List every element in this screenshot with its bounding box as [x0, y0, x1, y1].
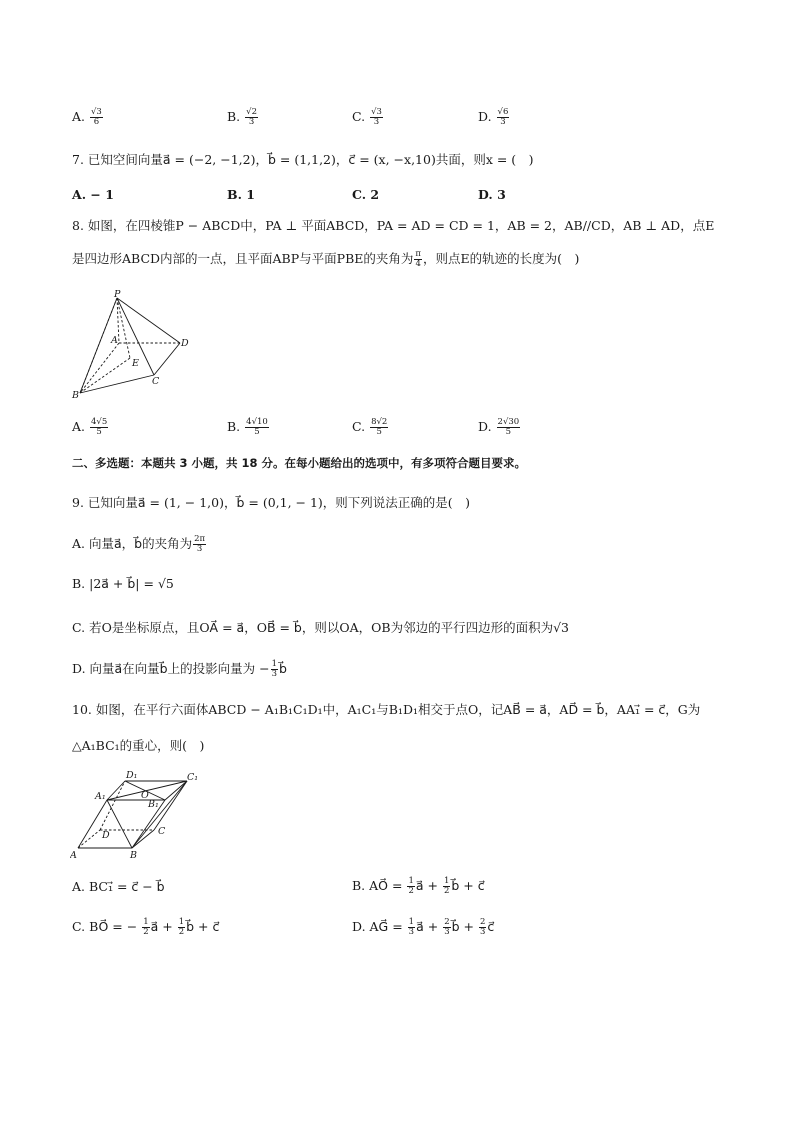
- fraction: $\frac{√3}{6}$: [91, 107, 102, 127]
- edge-a1b: [107, 800, 132, 848]
- q6-option-b: B. $\frac{√2}{3}$: [227, 107, 257, 127]
- label-b1: B₁: [148, 799, 159, 810]
- edge-a1d1: [107, 781, 125, 800]
- q10-option-a: A. BC₁⃗ = c⃗ − b⃗: [72, 879, 165, 894]
- q10-option-b: B. AO⃗ = $\frac{1}{2}$ a⃗ + $\frac{1}{2}$ b⃗ + c⃗: [352, 876, 485, 896]
- q10-stem-line2: △A₁BC₁的重心，则( ): [72, 738, 205, 753]
- edge-cd: [154, 343, 180, 375]
- q9-option-b: B. |2a⃗ + b⃗| = √5: [72, 576, 174, 591]
- q9-option-c: C. 若O是坐标原点，且OA⃗ = a⃗，OB⃗ = b⃗，则以OA，OB为邻边的平行四边形的面积为√3: [72, 620, 569, 635]
- fraction: $\frac{2}{3}$: [444, 917, 450, 937]
- q9-option-d: D. 向量a⃗在向量b⃗上的投影向量为 − $\frac{1}{3}$ b⃗: [72, 659, 287, 679]
- label-o: O: [141, 790, 149, 801]
- q8-option-d: D. $\frac{2√30}{5}$: [478, 417, 520, 437]
- fraction: $\frac{1}{3}$: [271, 659, 277, 679]
- fraction: $\frac{√2}{3}$: [246, 107, 257, 127]
- fraction: $\frac{4√5}{5}$: [91, 417, 108, 437]
- edge-be: [80, 358, 130, 393]
- edge-ad: [78, 830, 100, 848]
- label-e: E: [132, 358, 139, 369]
- q9-option-a: A. 向量a⃗，b⃗的夹角为 $\frac{2\pi}{3}$: [72, 534, 206, 554]
- fraction: $\frac{1}{2}$: [408, 876, 414, 896]
- edge-pd: [117, 298, 180, 343]
- label-c: C: [152, 376, 160, 387]
- label-a: A: [70, 850, 77, 860]
- angle-fraction: $\frac{\pi}{4}$: [415, 249, 421, 269]
- q10-option-d: D. AG⃗ = $\frac{1}{3}$ a⃗ + $\frac{2}{3}$ b⃗ + $\frac{2}{3}$ c⃗: [352, 917, 495, 937]
- fraction: $\frac{1}{2}$: [143, 917, 149, 937]
- edge-cc1: [154, 781, 187, 830]
- fraction: $\frac{2√30}{5}$: [497, 417, 520, 437]
- q6-option-c: C. $\frac{√3}{3}$: [352, 107, 382, 127]
- fraction: $\frac{√3}{3}$: [371, 107, 382, 127]
- fraction: $\frac{8√2}{5}$: [371, 417, 388, 437]
- q7-option-a: A. − 1: [72, 187, 114, 202]
- label-d1: D₁: [126, 770, 138, 781]
- fraction: $\frac{2\pi}{3}$: [194, 534, 206, 554]
- fraction: $\frac{1}{2}$: [178, 917, 185, 937]
- label-d: D: [181, 338, 189, 349]
- q9-stem: 9. 已知向量a⃗ = (1, − 1,0)，b⃗ = (0,1, − 1)，则下列说法正确的是( ): [72, 495, 471, 510]
- edge-ab: [80, 343, 119, 393]
- q7-option-b: B. 1: [227, 187, 255, 202]
- q10-option-c: C. BO⃗ = − $\frac{1}{2}$ a⃗ + $\frac{1}{2}$ b⃗ + c⃗: [72, 917, 220, 937]
- edge-bc: [80, 375, 154, 393]
- q8-option-b: B. $\frac{4√10}{5}$: [227, 417, 268, 437]
- label-d: D: [102, 830, 110, 841]
- q8-stem-line2: 是四边形ABCD内部的一点，且平面ABP与平面PBE的夹角为 $\frac{\pi}{4}$ ，则点E的轨迹的长度为( ): [72, 249, 580, 269]
- label-b: B: [72, 390, 79, 400]
- label-b: B: [130, 850, 137, 860]
- q8-option-c: C. $\frac{8√2}{5}$: [352, 417, 388, 437]
- fraction: $\frac{1}{3}$: [408, 917, 415, 937]
- edge-pe: [117, 298, 130, 358]
- q7-stem: 7. 已知空间向量a⃗ = (−2, −1,2)，b⃗ = (1,1,2)，c⃗ = (x, −x,10)共面，则x = ( ): [72, 152, 534, 167]
- q10-stem-line1: 10. 如图，在平行六面体ABCD − A₁B₁C₁D₁中，A₁C₁与B₁D₁相交于点O，记AB⃗ = a⃗，AD⃗ = b⃗，AA₁⃗ = c⃗，G为: [72, 702, 701, 717]
- label-c1: C₁: [187, 772, 199, 783]
- label-a1: A₁: [95, 791, 106, 802]
- q7-option-d: D. 3: [478, 187, 506, 202]
- fraction: $\frac{1}{2}$: [443, 876, 450, 896]
- fraction: $\frac{2}{3}$: [479, 917, 486, 937]
- section-heading: 二、多选题：本题共 3 小题，共 18 分。在每小题给出的选项中，有多项符合题目要求。: [72, 456, 527, 470]
- label-c: C: [158, 826, 166, 837]
- q8-stem-line1: 8. 如图，在四棱锥P − ABCD中，PA ⊥ 平面ABCD，PA = AD = CD = 1，AB = 2，AB//CD，AB ⊥ AD，点E: [72, 218, 715, 233]
- q8-pyramid-figure: [70, 288, 200, 400]
- fraction: $\frac{4√10}{5}$: [246, 417, 268, 437]
- label-a: A: [111, 335, 118, 346]
- label-p: P: [114, 289, 121, 300]
- q10-parallelepiped-figure: [70, 768, 210, 860]
- fraction: $\frac{√6}{3}$: [497, 107, 509, 127]
- q6-option-d: D. $\frac{√6}{3}$: [478, 107, 509, 127]
- q8-option-a: A. $\frac{4√5}{5}$: [72, 417, 108, 437]
- q7-option-c: C. 2: [352, 187, 380, 202]
- q6-option-a: A. $\frac{√3}{6}$: [72, 107, 102, 127]
